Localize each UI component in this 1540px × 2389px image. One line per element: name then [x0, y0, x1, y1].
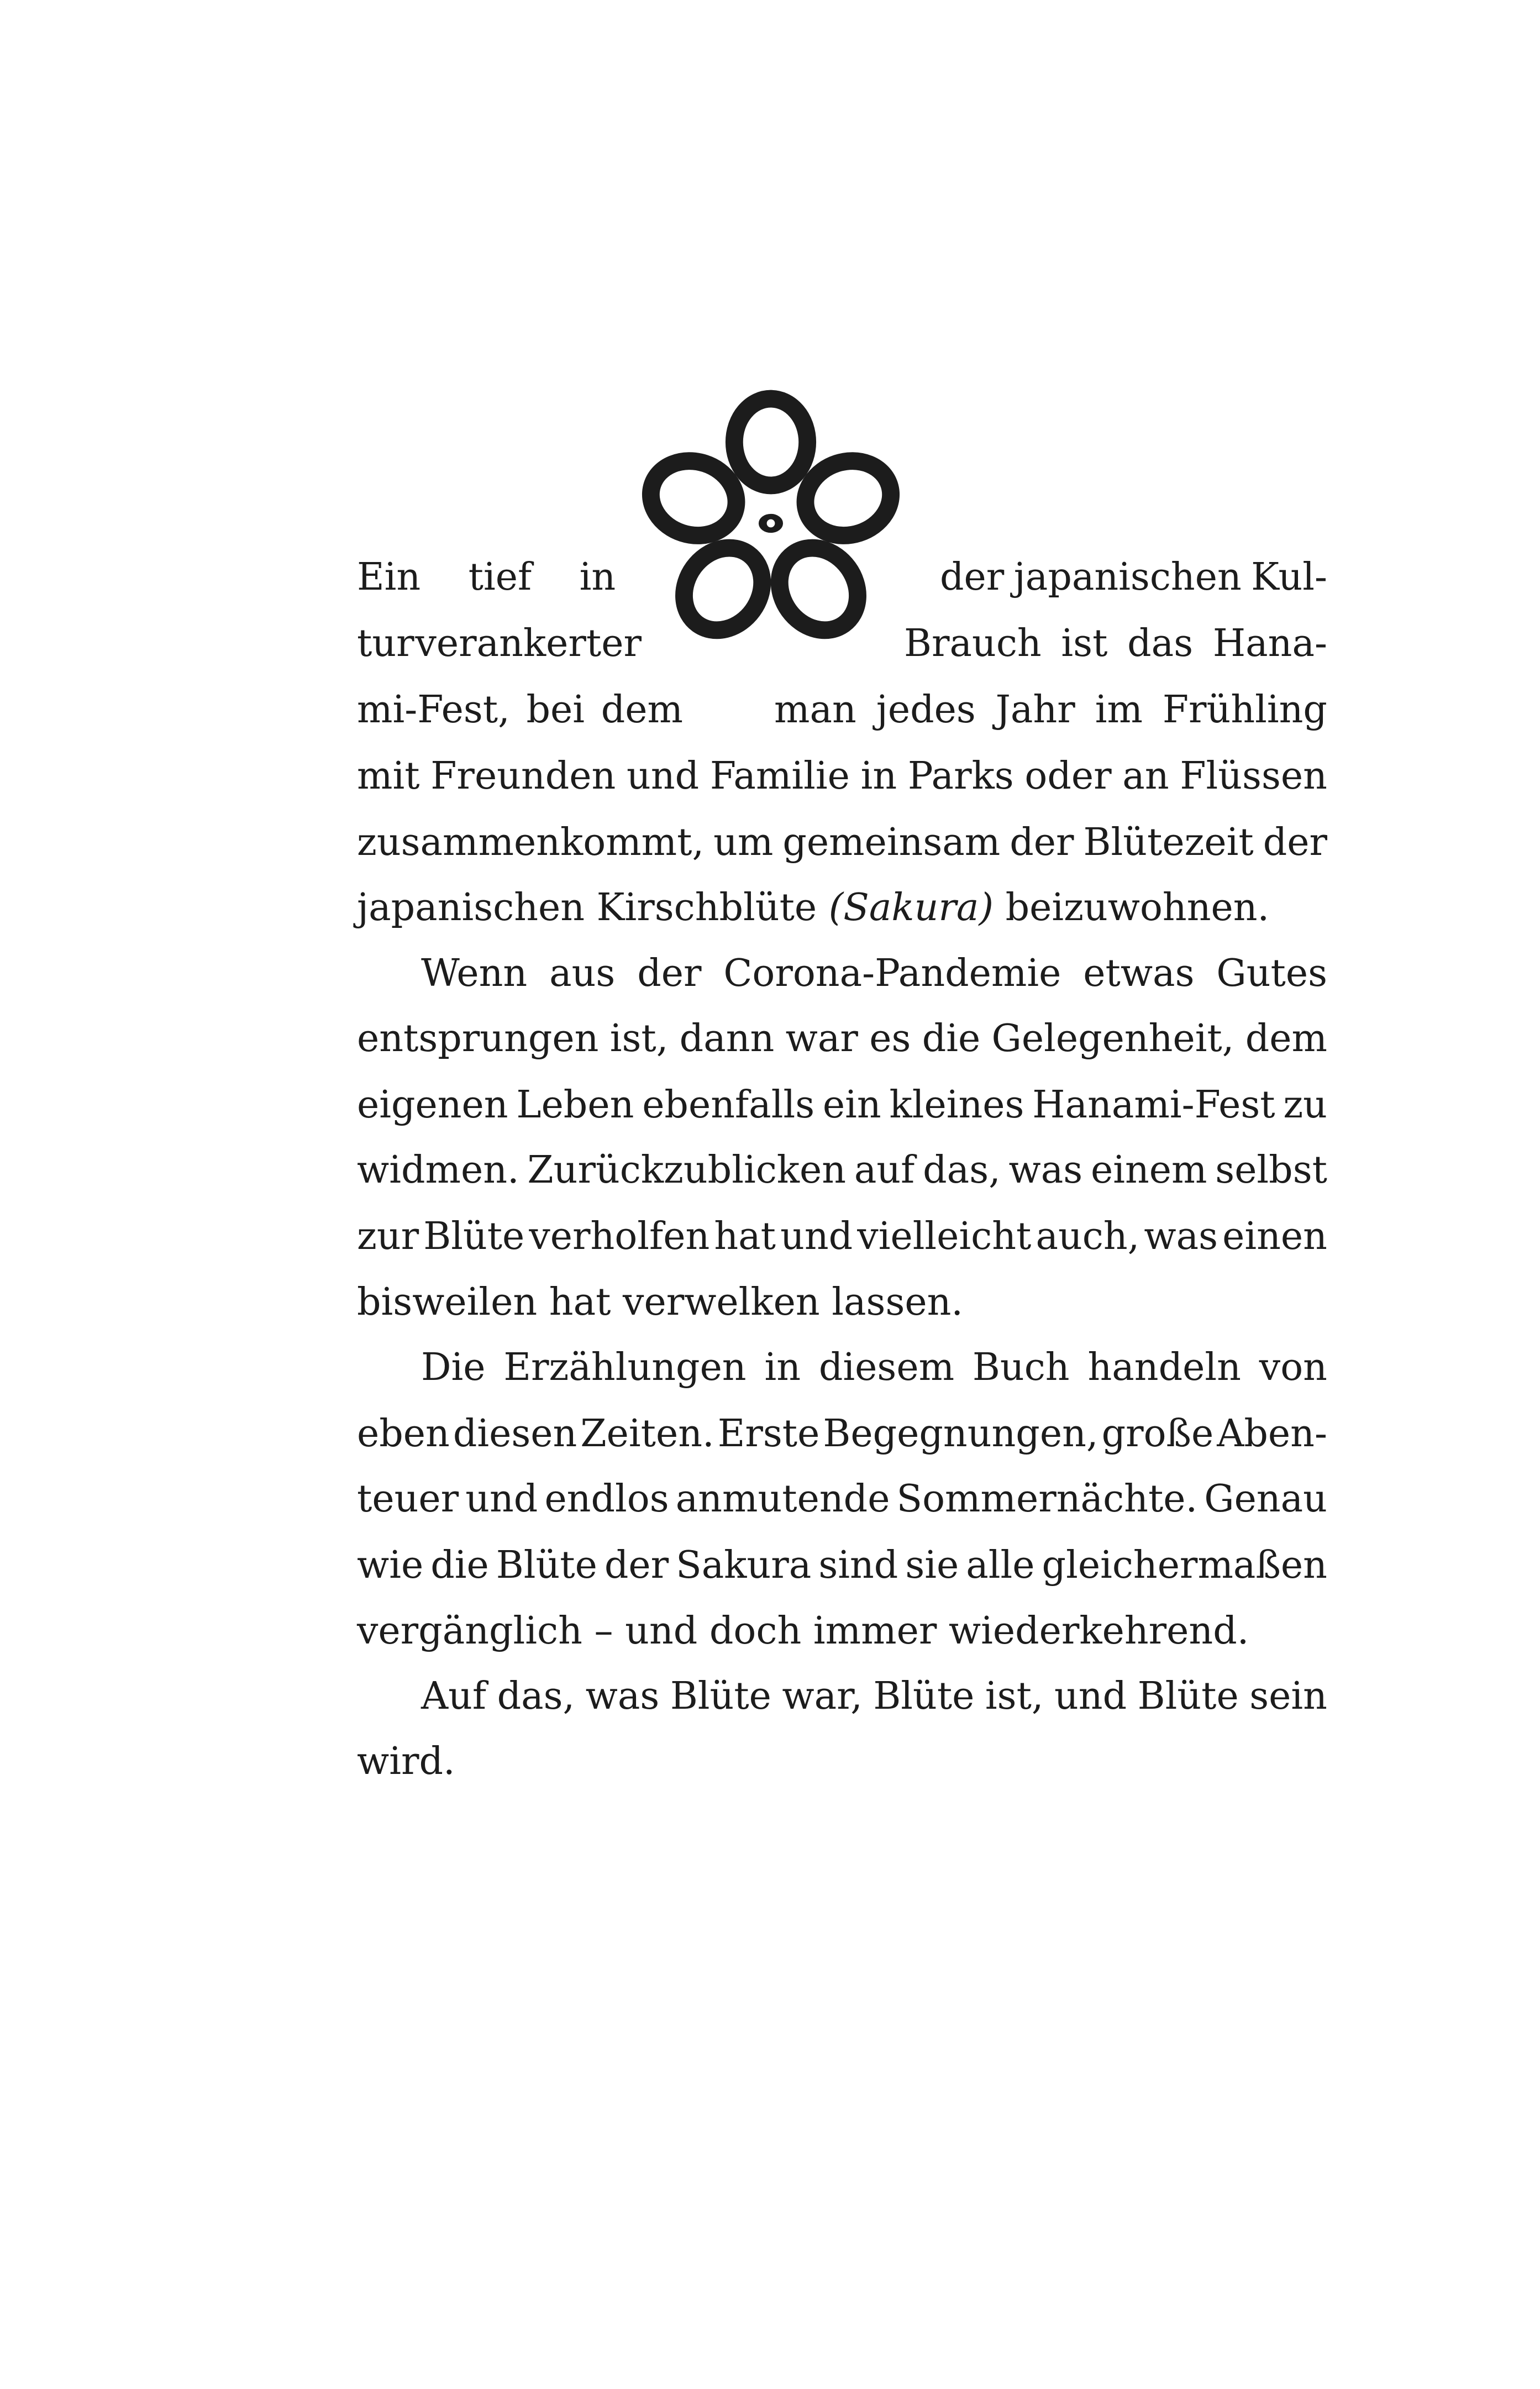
word: das,: [923, 1148, 1001, 1192]
text-line: [357, 1598, 1327, 1665]
word: auf: [854, 1148, 915, 1192]
text-run: japanischen Kirschblüte: [357, 886, 817, 930]
word: handeln: [1087, 1346, 1241, 1389]
word: eben: [357, 1412, 450, 1456]
word: endlos: [544, 1477, 669, 1521]
text-line: [357, 611, 1327, 677]
word: Jahr: [995, 688, 1075, 732]
text-run: vergänglich – und doch immer wiederkehrend.: [357, 1609, 1249, 1653]
text-line: [357, 1204, 1327, 1270]
word: Gutes: [1216, 952, 1327, 995]
word: diesen: [453, 1412, 577, 1456]
text-run: bisweilen hat verwelken lassen.: [357, 1280, 963, 1324]
word: Wenn: [421, 952, 528, 995]
text-line: [357, 1663, 1327, 1730]
word: Blüte: [1137, 1674, 1239, 1718]
word: große: [1101, 1412, 1214, 1456]
word: alle: [966, 1543, 1035, 1587]
word: Blütezeit: [1083, 821, 1254, 864]
word: ist,: [609, 1017, 669, 1060]
word: der: [940, 555, 1005, 599]
word: Sommernächte.: [896, 1477, 1198, 1521]
text-line: [357, 1072, 1327, 1138]
word: Brauch: [904, 622, 1042, 665]
word: und: [780, 1215, 853, 1258]
text-line: [357, 1335, 1327, 1401]
word: mi-Fest,: [357, 688, 510, 732]
word: Freunden: [430, 754, 616, 798]
word: war,: [782, 1674, 863, 1718]
word: Blüte: [496, 1543, 597, 1587]
word: Kul-: [1251, 555, 1327, 599]
word: Hana-: [1212, 622, 1327, 665]
text-line: [357, 810, 1327, 876]
word: Flüssen: [1180, 754, 1327, 798]
word: dem: [1245, 1017, 1327, 1060]
line-fragment-right: [940, 544, 1327, 611]
word: war: [785, 1017, 858, 1060]
word: Genau: [1204, 1477, 1327, 1521]
word: Sakura: [676, 1543, 812, 1587]
line-fragment-right: [774, 677, 1327, 743]
word: in: [764, 1346, 801, 1389]
word: um: [713, 821, 774, 864]
line-fragment-left: [357, 544, 616, 611]
word: und: [465, 1477, 538, 1521]
word: das: [1127, 622, 1194, 665]
word: der: [1010, 821, 1074, 864]
word: Zeiten.: [580, 1412, 714, 1456]
word: von: [1259, 1346, 1327, 1389]
word: gemeinsam: [782, 821, 1001, 864]
word: Gelegenheit,: [991, 1017, 1234, 1060]
word: Parks: [907, 754, 1014, 798]
word: japanischen: [1013, 555, 1242, 599]
word: an: [1122, 754, 1169, 798]
word: bei: [526, 688, 585, 732]
word: Buch: [972, 1346, 1070, 1389]
word: der: [637, 952, 702, 995]
text-line: [357, 1532, 1327, 1599]
text-line: [357, 875, 1327, 941]
word: es: [869, 1017, 911, 1060]
word: ist: [1061, 622, 1108, 665]
word: Aben-: [1217, 1412, 1327, 1456]
word: der: [1263, 821, 1327, 864]
word: die: [922, 1017, 981, 1060]
word: Hanami-Fest: [1032, 1083, 1275, 1127]
word: oder: [1024, 754, 1112, 798]
word: etwas: [1083, 952, 1195, 995]
text-line: [357, 1401, 1327, 1467]
word: Erzählungen: [503, 1346, 747, 1389]
word: auch,: [1036, 1215, 1140, 1258]
word: Ein: [357, 555, 421, 599]
word: sie: [905, 1543, 959, 1587]
word: Erste: [717, 1412, 820, 1456]
text-line: [357, 1269, 1327, 1336]
word: zur: [357, 1215, 419, 1258]
word: Auf: [421, 1674, 487, 1718]
word: dem: [601, 688, 683, 732]
text-line: [357, 743, 1327, 810]
word: Corona-Pandemie: [723, 952, 1061, 995]
word: im: [1095, 688, 1143, 732]
word: und: [1054, 1674, 1127, 1718]
word: zu: [1283, 1083, 1327, 1127]
word: zusammenkommt,: [357, 821, 705, 864]
text-line: [357, 1466, 1327, 1532]
word: Blüte: [670, 1674, 771, 1718]
line-fragment-right: [904, 611, 1327, 677]
word: einen: [1222, 1215, 1327, 1258]
italic-term: (Sakura): [828, 886, 994, 930]
text-line: [357, 544, 1327, 611]
text-line: [357, 941, 1327, 1007]
word: tief: [468, 555, 532, 599]
word: diesem: [818, 1346, 955, 1389]
word: sein: [1249, 1674, 1327, 1718]
word: verholfen: [529, 1215, 710, 1258]
word: man: [774, 688, 856, 732]
word: ebenfalls: [642, 1083, 815, 1127]
word: verankerter: [415, 622, 642, 665]
word: entsprungen: [357, 1017, 599, 1060]
text-run: beizuwohnen.: [1005, 886, 1270, 930]
word: einem: [1090, 1148, 1207, 1192]
word: vielleicht: [857, 1215, 1032, 1258]
word: Familie: [709, 754, 850, 798]
text-line: [357, 1729, 1327, 1795]
word: was: [1008, 1148, 1083, 1192]
word: anmutende: [675, 1477, 890, 1521]
word: kleines: [889, 1083, 1024, 1127]
word: in: [860, 754, 897, 798]
word: teuer: [357, 1477, 459, 1521]
word: gleichermaßen: [1042, 1543, 1327, 1587]
word: hat: [714, 1215, 776, 1258]
word: eigenen: [357, 1083, 508, 1127]
word: jedes: [876, 688, 976, 732]
word: ein: [822, 1083, 881, 1127]
word: mit: [357, 754, 420, 798]
word: das,: [497, 1674, 575, 1718]
text-run: wird.: [357, 1740, 455, 1783]
word: was: [1144, 1215, 1218, 1258]
word: sind: [818, 1543, 898, 1587]
word: selbst: [1215, 1148, 1327, 1192]
word: Begegnungen,: [823, 1412, 1099, 1456]
line-fragment-left: [357, 677, 683, 743]
text-line: [357, 677, 1327, 743]
word: was: [585, 1674, 660, 1718]
word: widmen.: [357, 1148, 519, 1192]
word: Zurückzublicken: [527, 1148, 847, 1192]
word: aus: [549, 952, 616, 995]
text-line: [357, 1137, 1327, 1204]
word: Blüte: [423, 1215, 525, 1258]
word: Blüte: [873, 1674, 975, 1718]
word: Leben: [516, 1083, 634, 1127]
word: ist,: [985, 1674, 1044, 1718]
line-fragment-left: [357, 611, 642, 677]
word: die: [430, 1543, 489, 1587]
word: und: [627, 754, 700, 798]
word: Frühling: [1162, 688, 1327, 732]
word: dann: [679, 1017, 775, 1060]
word: Die: [421, 1346, 486, 1389]
word: der: [604, 1543, 669, 1587]
text-line: [357, 1006, 1327, 1072]
word: in: [579, 555, 616, 599]
word: wie: [357, 1543, 424, 1587]
word: tur: [357, 622, 414, 665]
